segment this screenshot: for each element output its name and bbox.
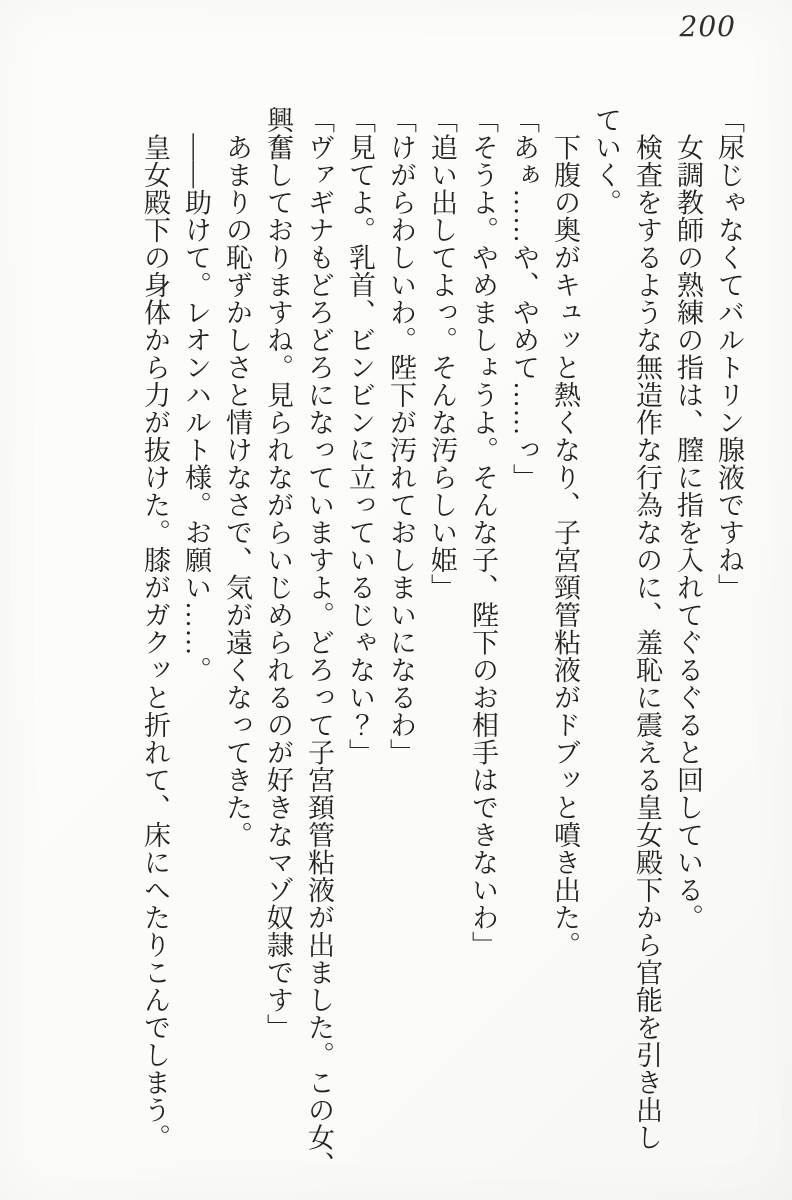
page-number: 200 xyxy=(679,10,736,43)
vertical-text-block xyxy=(127,106,744,1179)
text-column-1: 「尿じゃなくてバルトリン腺液ですね」 xyxy=(714,106,744,601)
text-column-5: 下腹の奥がキュッと熱くなり、子宮頸管粘液がドブッと噴き出た。 xyxy=(550,106,580,959)
text-column-7: 「そうよ。やめましょうよ。そんな子、陛下のお相手はできないわ」 xyxy=(468,106,498,959)
text-column-15: 皇女殿下の身体から力が抜けた。膝がガクッと折れて、床にへたりこんでしまう。 xyxy=(140,106,170,1151)
text-column-12: 興奮しておりますね。見られながらいじめられるのが好きなマゾ奴隷です」 xyxy=(263,106,293,1041)
text-column-14: ――助けて。レオンハルト様。お願い……。 xyxy=(181,106,211,684)
text-column-8: 「追い出してよっ。そんな汚らしい姫」 xyxy=(427,106,457,601)
text-column-10: 「見てよ。乳首、ビンビンに立っているじゃない？」 xyxy=(345,106,375,766)
text-column-4: ていく。 xyxy=(591,106,621,216)
text-column-9: 「けがらわしいわ。陛下が汚れておしまいになるわ」 xyxy=(386,106,416,766)
text-column-2: 女調教師の熟練の指は、膣に指を入れてぐるぐると回している。 xyxy=(673,106,703,931)
text-column-6: 「あぁ……や、やめて……っ」 xyxy=(509,106,539,491)
text-column-13: あまりの恥ずかしさと情けなさで、気が遠くなってきた。 xyxy=(222,106,252,849)
text-column-3: 検査をするような無造作な行為なのに、羞恥に震える皇女殿下から官能を引き出し xyxy=(632,106,662,1151)
text-column-11: 「ヴァギナもどろどろになっていますよ。どろって子宮頚管粘液が出ました。この女、 xyxy=(304,106,334,1179)
